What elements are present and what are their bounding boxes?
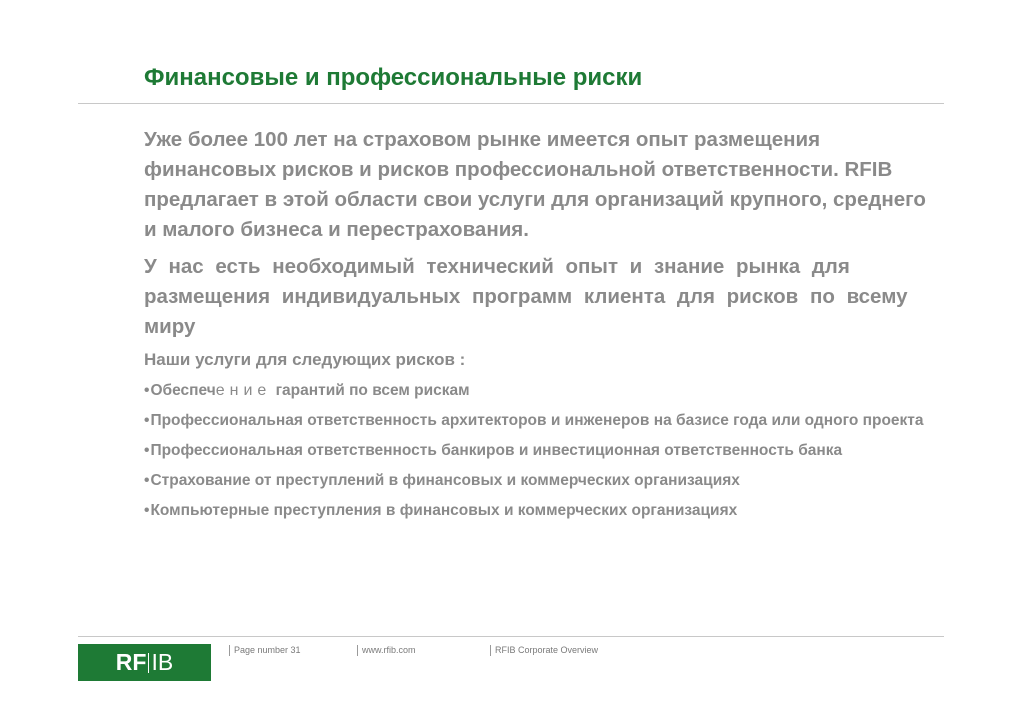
list-item	[144, 499, 944, 522]
intro-paragraph: Уже более 100 лет на страховом рынке имеется опыт размещения финансовых рисков и рисков профессиональной ответственности. RFIB предлагает в этой области свои услуги для организаций крупного, среднего и малого бизнеса и перестрахования.	[144, 128, 926, 241]
list-item-text: Страхование от преступлений в финансовых и коммерческих организациях	[150, 472, 740, 489]
list-item	[144, 379, 944, 402]
list-item-text: ение	[215, 382, 272, 399]
bullet-icon: •	[144, 472, 150, 489]
footer-divider	[78, 636, 944, 637]
list-item-text: Профессиональная ответственность архитекторов и инженеров на базисе года или одного проекта	[150, 412, 924, 429]
header-divider	[78, 103, 944, 104]
logo-divider	[148, 653, 149, 673]
bullet-icon: •	[144, 382, 150, 399]
slide-content	[144, 125, 944, 529]
expertise-paragraph: У нас есть необходимый технический опыт и знание рынка для размещения индивидуальных программ клиента для рисков по всему миру	[144, 255, 908, 338]
logo-text-ib: IB	[151, 649, 174, 675]
page-title: Финансовые и профессиональные риски	[144, 64, 643, 91]
list-item	[144, 469, 944, 492]
services-heading: Наши услуги для следующих рисков :	[144, 350, 466, 369]
list-item-text: Обеспеч	[150, 382, 216, 399]
list-item-text: Компьютерные преступления в финансовых и коммерческих организациях	[150, 502, 738, 519]
bullet-icon: •	[144, 442, 150, 459]
list-item	[144, 439, 944, 462]
footer-page-number: Page number 31	[229, 645, 301, 656]
list-item-text: Профессиональная ответственность банкиров и инвестиционная ответственность банка	[150, 442, 843, 459]
bullet-icon: •	[144, 502, 150, 519]
logo-text-rf: RF	[115, 649, 147, 675]
footer-website-link[interactable]: www.rfib.com	[357, 645, 416, 656]
list-item-text: гарантий по всем рискам	[271, 382, 470, 399]
bullet-icon: •	[144, 412, 150, 429]
footer-corporate-label: RFIB Corporate Overview	[490, 645, 598, 656]
list-item	[144, 409, 944, 432]
rfib-logo	[78, 644, 211, 681]
services-list	[144, 379, 944, 522]
